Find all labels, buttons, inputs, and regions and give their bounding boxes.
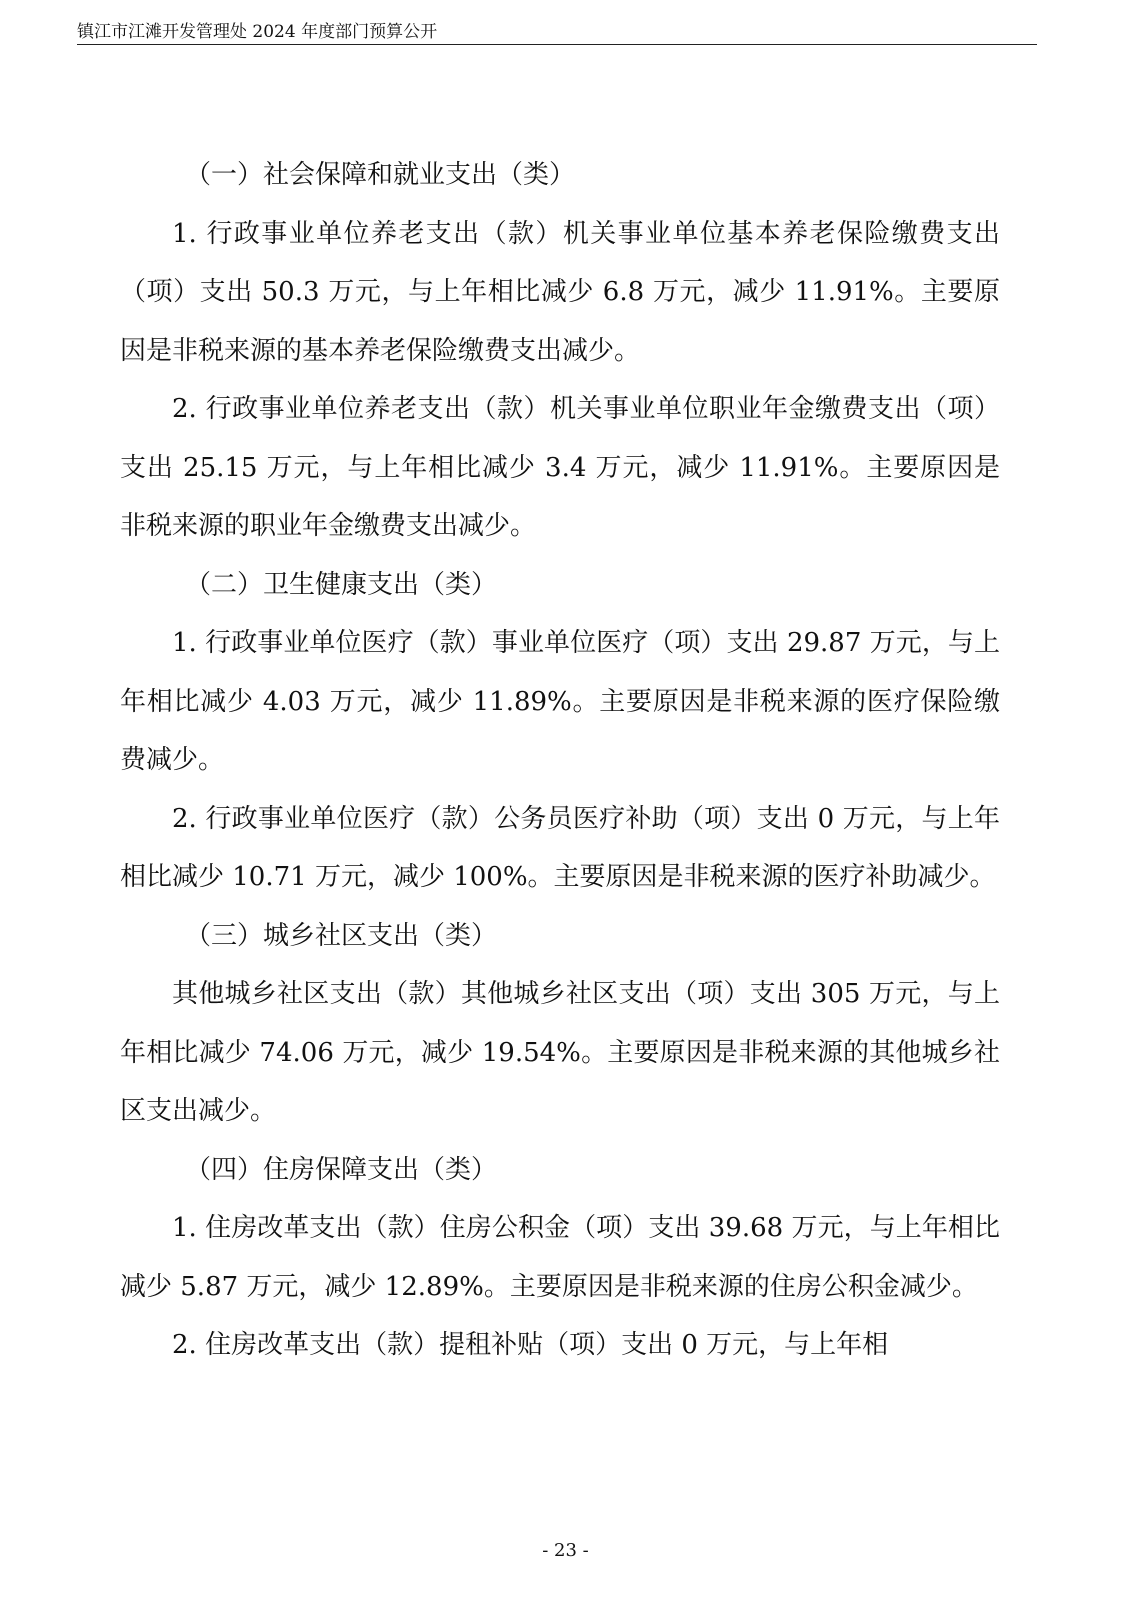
- page-header: [77, 14, 1037, 45]
- paragraph-pension-basic: 1. 行政事业单位养老支出（款）机关事业单位基本养老保险缴费支出（项）支出 50.3 万元，与上年相比减少 6.8 万元，减少 11.91%。主要原因是非税来源的基本养老保险缴费支出减少。: [120, 218, 1000, 366]
- paragraph-housing-fund: 1. 住房改革支出（款）住房公积金（项）支出 39.68 万元，与上年相比减少 5.87 万元，减少 12.89%。主要原因是非税来源的住房公积金减少。: [120, 1213, 1000, 1302]
- paragraph-rent-subsidy: 2. 住房改革支出（款）提租补贴（项）支出 0 万元，与上年相: [172, 1330, 889, 1360]
- paragraph-medical-institution: 1. 行政事业单位医疗（款）事业单位医疗（项）支出 29.87 万元，与上年相比减少 4.03 万元，减少 11.89%。主要原因是非税来源的医疗保险缴费减少。: [120, 628, 1000, 775]
- page-number: - 23 -: [542, 1540, 589, 1561]
- header-title: 镇江市江滩开发管理处 2024 年度部门预算公开: [77, 22, 438, 42]
- paragraph-medical-subsidy: 2. 行政事业单位医疗（款）公务员医疗补助（项）支出 0 万元，与上年相比减少 10.71 万元，减少 100%。主要原因是非税来源的医疗补助减少。: [120, 803, 1000, 892]
- section-heading-urban-rural: （三）城乡社区支出（类）: [185, 920, 498, 951]
- section-heading-health: （二）卫生健康支出（类）: [185, 569, 498, 600]
- section-heading-social-security: （一）社会保障和就业支出（类）: [185, 160, 576, 190]
- document-body: [120, 146, 1000, 1375]
- section-heading-housing: （四）住房保障支出（类）: [185, 1154, 498, 1185]
- paragraph-pension-occupational: 2. 行政事业单位养老支出（款）机关事业单位职业年金缴费支出（项）支出 25.15 万元，与上年相比减少 3.4 万元，减少 11.91%。主要原因是非税来源的职业年金缴费支出减少。: [120, 394, 1000, 541]
- paragraph-urban-rural-other: 其他城乡社区支出（款）其他城乡社区支出（项）支出 305 万元，与上年相比减少 74.06 万元，减少 19.54%。主要原因是非税来源的其他城乡社区支出减少。: [120, 979, 1000, 1126]
